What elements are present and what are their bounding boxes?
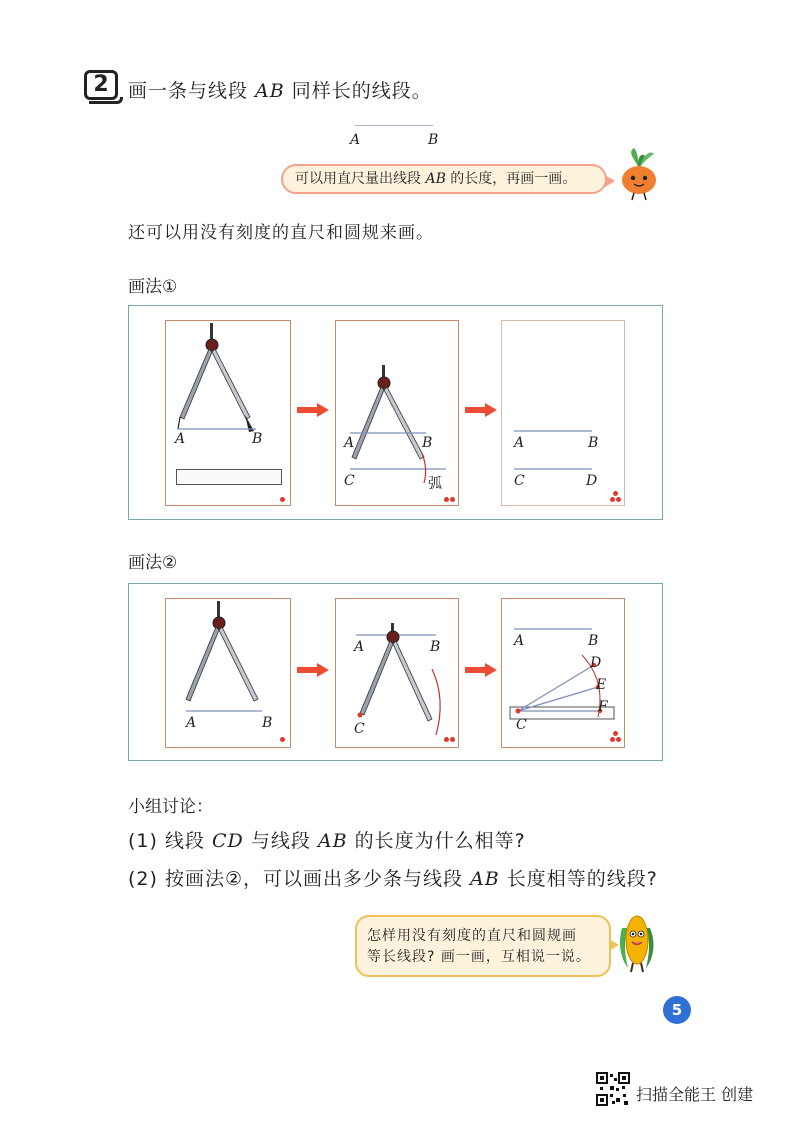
q2-number: (2) <box>128 868 158 890</box>
label-f: F <box>598 699 608 715</box>
label-b: B <box>588 435 599 451</box>
label-e: E <box>596 677 607 693</box>
exercise-number-badge: 2 <box>84 70 118 100</box>
step-dot-2 <box>450 737 455 742</box>
ruler <box>176 469 282 485</box>
q1-number: (1) <box>128 830 158 852</box>
hint-speech-bubble <box>355 915 611 977</box>
step-dot-2 <box>616 497 621 502</box>
watermark-text: 扫描全能王 创建 <box>636 1085 754 1104</box>
label-b: B <box>252 431 263 447</box>
intro-text: 还可以用没有刻度的直尺和圆规来画。 <box>128 223 434 243</box>
label-b: B <box>430 639 441 655</box>
tip-text-post: 的长度，再画一画。 <box>445 171 577 187</box>
method2-step3 <box>501 598 625 748</box>
q1-text-pre: 线段 <box>157 830 213 852</box>
method1-step3 <box>501 320 625 506</box>
tip-text-pre: 可以用直尺量出线段 <box>295 171 426 187</box>
step-dot-1 <box>610 497 615 502</box>
task-title-ab: AB <box>255 80 285 102</box>
label-c: C <box>354 721 365 737</box>
arrow-right-icon <box>465 403 497 417</box>
method1-panel <box>128 305 663 520</box>
task-title <box>128 76 432 103</box>
corn-mascot-icon <box>614 908 660 974</box>
step-dot-2 <box>450 497 455 502</box>
label-a: A <box>175 431 186 447</box>
page-number-badge: 5 <box>663 996 691 1024</box>
method1-title: 画法① <box>128 277 178 297</box>
label-b: B <box>422 435 433 451</box>
label-b: B <box>588 633 599 649</box>
discussion-title: 小组讨论： <box>128 797 213 817</box>
radish-mascot-icon <box>614 146 664 202</box>
step-dot-2 <box>616 737 621 742</box>
method2-title: 画法② <box>128 553 178 573</box>
tip-text-ab: AB <box>425 171 446 187</box>
step-dot-1 <box>444 737 449 742</box>
label-d: D <box>590 655 602 671</box>
label-a: A <box>186 715 197 731</box>
question-2 <box>128 864 658 891</box>
step-dot-1 <box>280 737 285 742</box>
step-dot-1 <box>610 737 615 742</box>
label-arc: 弧 <box>428 476 442 492</box>
method1-step2 <box>335 320 459 506</box>
q1-cd: CD <box>212 830 244 852</box>
label-a: A <box>514 633 525 649</box>
q2-text-pre: 按画法②，可以画出多少条与线段 <box>157 868 471 890</box>
method1-step1 <box>165 320 291 506</box>
label-a: A <box>514 435 525 451</box>
step-dot-3 <box>613 731 618 736</box>
task-title-text-pre: 画一条与线段 <box>128 80 256 102</box>
label-b: B <box>262 715 273 731</box>
segment-label-a: A <box>350 132 361 148</box>
tip-speech-bubble <box>281 164 607 194</box>
q1-text-mid: 与线段 <box>243 830 318 852</box>
arrow-right-icon <box>297 663 329 677</box>
label-d: D <box>586 473 598 489</box>
segment-label-b: B <box>428 132 439 148</box>
q2-ab: AB <box>470 868 500 890</box>
q1-ab: AB <box>317 830 348 852</box>
q2-text-post: 长度相等的线段? <box>499 868 658 890</box>
task-title-text-post: 同样长的线段。 <box>284 80 432 102</box>
step-dot-1 <box>280 497 285 502</box>
arrow-right-icon <box>465 663 497 677</box>
method2-step2 <box>335 598 459 748</box>
question-1 <box>128 826 526 853</box>
arrow-right-icon <box>297 403 329 417</box>
compass-icon <box>166 599 292 749</box>
label-a: A <box>344 435 355 451</box>
label-c: C <box>514 473 525 489</box>
method2-step1 <box>165 598 291 748</box>
method2-panel <box>128 583 663 761</box>
q1-text-post: 的长度为什么相等? <box>347 830 526 852</box>
label-c: C <box>344 473 355 489</box>
label-a: A <box>354 639 365 655</box>
segment-ab-line <box>355 125 433 126</box>
hint-line-1: 怎样用没有刻度的直尺和圆规画 <box>367 928 577 944</box>
step-dot-3 <box>613 491 618 496</box>
label-c: C <box>516 717 527 733</box>
hint-line-2: 等长线段? 画一画，互相说一说。 <box>367 949 591 965</box>
step-dot-1 <box>444 497 449 502</box>
qr-code-icon <box>596 1072 630 1106</box>
